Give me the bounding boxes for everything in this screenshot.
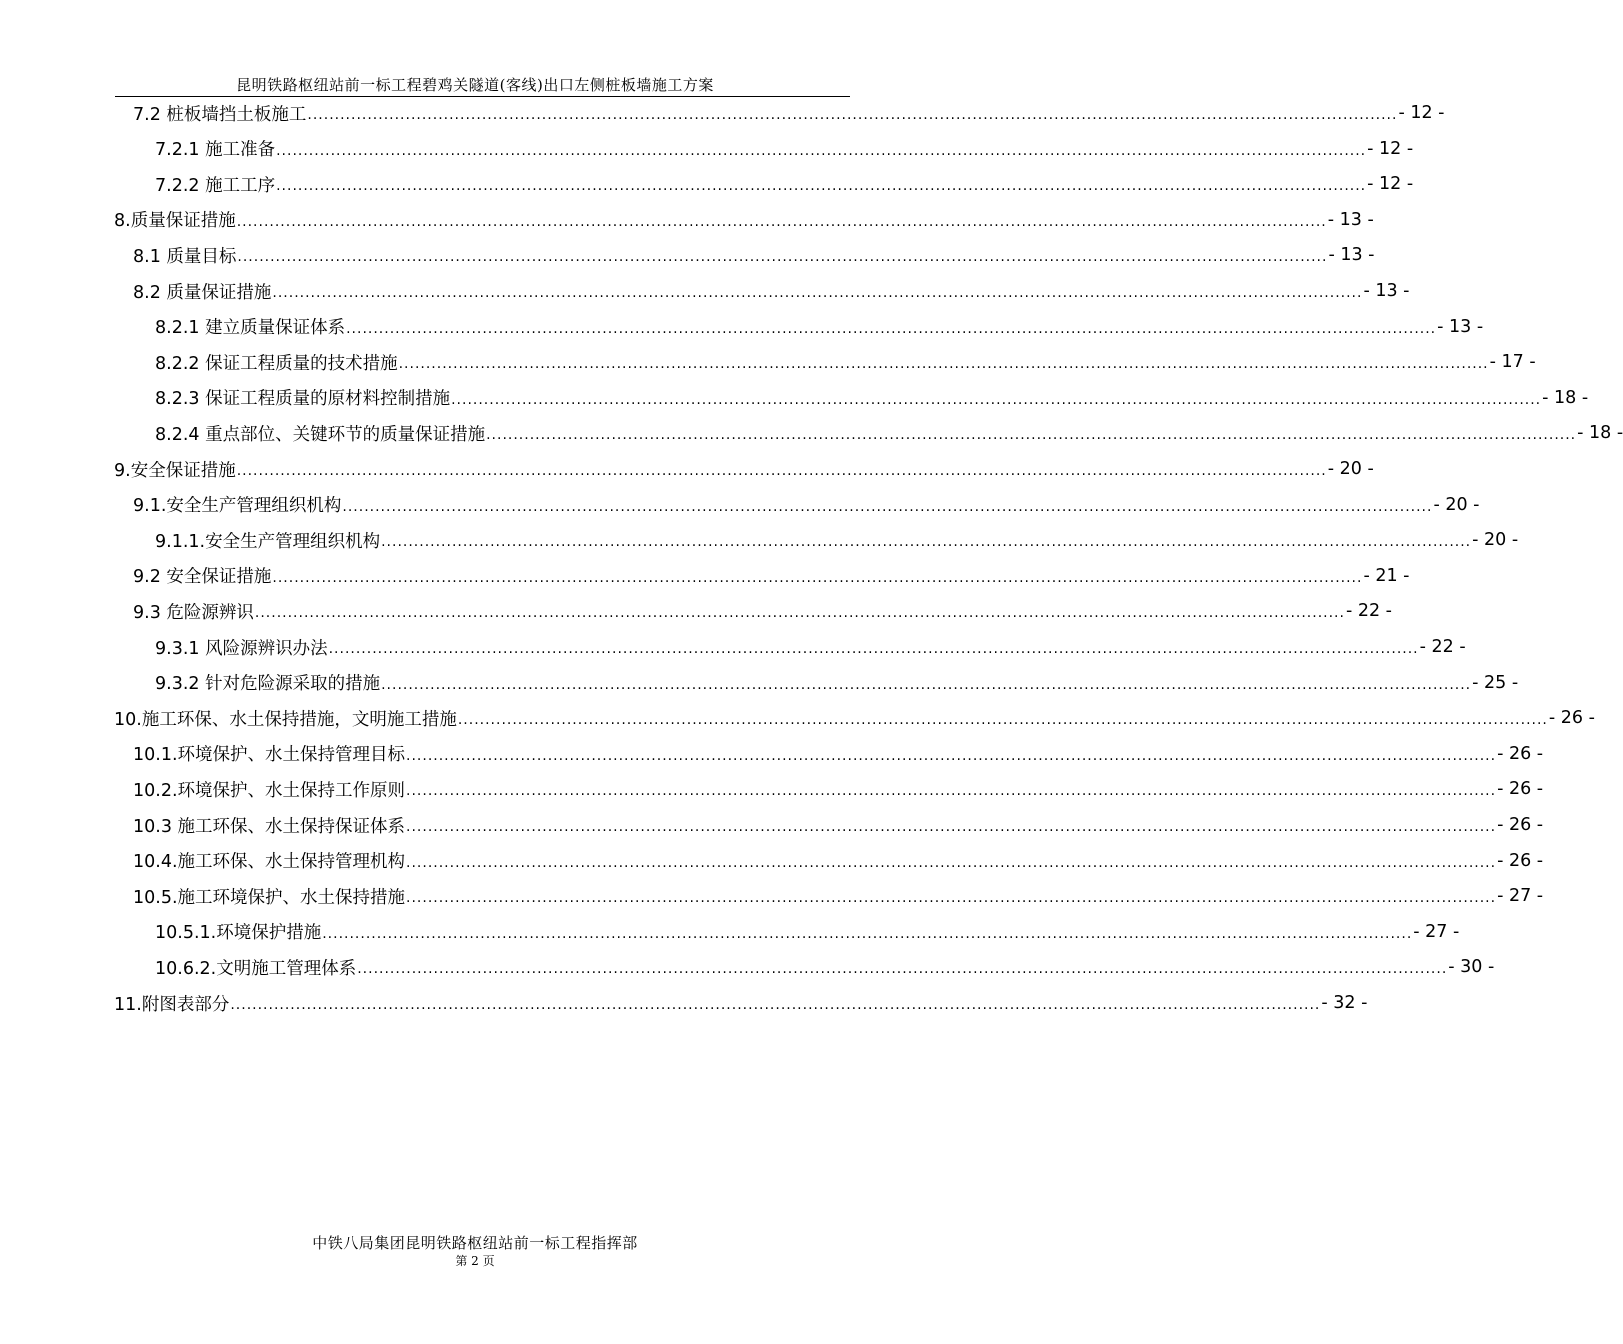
toc-entry-page: - 26 -: [1497, 779, 1544, 800]
toc-entry-label: 8.2 质量保证措施: [133, 282, 272, 303]
toc-entry-page: - 22 -: [1345, 601, 1392, 622]
toc-entry-label: 10.2.环境保护、水土保持工作原则: [133, 780, 406, 801]
toc-entry-label: 9.3 危险源辨识: [133, 602, 254, 623]
toc-entry[interactable]: [155, 345, 1536, 379]
toc-dot-leader: ........................................................................................................................................................................................................: [406, 819, 1497, 835]
toc-entry[interactable]: [133, 488, 1480, 522]
toc-entry-page: - 25 -: [1472, 672, 1519, 693]
toc-entry[interactable]: [133, 238, 1375, 272]
toc-entry-page: - 26 -: [1497, 743, 1544, 764]
toc-entry-page: - 12 -: [1367, 138, 1414, 159]
toc-entry[interactable]: [133, 559, 1410, 593]
toc-entry-label: 10.施工环保、水土保持措施，文明施工措施: [114, 709, 457, 730]
toc-dot-leader: ........................................................................................................................................................................................................: [357, 961, 1448, 978]
toc-dot-leader: ........................................................................................................................................................................................................: [346, 320, 1437, 337]
toc-entry[interactable]: [133, 879, 1544, 913]
toc-dot-leader: ........................................................................................................................................................................................................: [254, 605, 1345, 622]
toc-entry[interactable]: [114, 452, 1374, 486]
toc-dot-leader: ........................................................................................................................................................................................................: [236, 463, 1327, 479]
toc-entry[interactable]: [133, 737, 1544, 771]
toc-entry[interactable]: [114, 986, 1368, 1020]
toc-entry-page: - 30 -: [1448, 957, 1495, 978]
toc-entry-label: 9.1.1.安全生产管理组织机构: [155, 531, 381, 552]
toc-entry[interactable]: [133, 772, 1544, 806]
toc-dot-leader: ........................................................................................................................................................................................................: [398, 356, 1489, 373]
toc-entry-label: 10.3 施工环保、水土保持保证体系: [133, 816, 406, 837]
toc-entry-label: 10.5.1.环境保护措施: [155, 923, 322, 944]
toc-entry-page: - 22 -: [1419, 637, 1466, 657]
toc-entry-page: - 17 -: [1489, 352, 1536, 373]
toc-entry-page: - 18 -: [1577, 423, 1623, 444]
running-header: 昆明铁路枢纽站前一标工程碧鸡关隧道(客线)出口左侧桩板墙施工方案: [236, 76, 714, 94]
toc-entry-label: 7.2 桩板墙挡土板施工: [133, 104, 307, 125]
toc-entry[interactable]: [155, 381, 1589, 415]
toc-entry-page: - 12 -: [1398, 103, 1445, 123]
toc-entry-label: 8.质量保证措施: [114, 211, 236, 232]
toc-dot-leader: ........................................................................................................................................................................................................: [381, 534, 1472, 551]
toc-entry[interactable]: [155, 666, 1519, 700]
footer-organization: 中铁八局集团昆明铁路枢纽站前一标工程指挥部: [312, 1234, 638, 1252]
footer-page-number: 第 2 页: [455, 1254, 495, 1268]
toc-entry-page: - 27 -: [1497, 886, 1544, 907]
toc-entry[interactable]: [114, 203, 1374, 237]
toc-entry-label: 8.1 质量目标: [133, 246, 237, 267]
toc-entry-label: 9.安全保证措施: [114, 460, 236, 481]
toc-entry-label: 9.3.2 针对危险源采取的措施: [155, 674, 381, 695]
toc-entry-label: 10.5.施工环境保护、水土保持措施: [133, 887, 406, 908]
toc-dot-leader: ........................................................................................................................................................................................................: [322, 925, 1413, 942]
toc-entry-page: - 13 -: [1327, 209, 1374, 230]
toc-dot-leader: ........................................................................................................................................................................................................: [237, 249, 1328, 266]
toc-entry-page: - 21 -: [1363, 565, 1410, 586]
toc-entry[interactable]: [155, 167, 1414, 201]
toc-entry-label: 7.2.1 施工准备: [155, 140, 276, 161]
toc-entry-page: - 13 -: [1437, 316, 1484, 337]
toc-dot-leader: ........................................................................................................................................................................................................: [406, 783, 1497, 800]
toc-dot-leader: ........................................................................................................................................................................................................: [328, 641, 1419, 657]
toc-dot-leader: ........................................................................................................................................................................................................: [381, 676, 1472, 693]
toc-dot-leader: ........................................................................................................................................................................................................: [276, 178, 1367, 195]
toc-entry-page: - 13 -: [1328, 245, 1375, 266]
toc-entry-label: 11.附图表部分: [114, 994, 230, 1015]
toc-entry-label: 9.1.安全生产管理组织机构: [133, 496, 342, 517]
toc-entry[interactable]: [155, 132, 1414, 166]
toc-entry-page: - 12 -: [1367, 174, 1414, 195]
toc-entry-label: 10.1.环境保护、水土保持管理目标: [133, 745, 406, 766]
toc-entry[interactable]: [155, 950, 1495, 984]
toc-entry-page: - 27 -: [1413, 921, 1460, 942]
toc-entry[interactable]: [155, 915, 1460, 949]
toc-entry-page: - 20 -: [1472, 530, 1519, 551]
toc-entry-page: - 18 -: [1542, 387, 1589, 408]
toc-dot-leader: ........................................................................................................................................................................................................: [406, 854, 1497, 871]
toc-entry-label: 10.6.2.文明施工管理体系: [155, 958, 357, 979]
toc-dot-leader: ........................................................................................................................................................................................................: [307, 107, 1398, 123]
toc-dot-leader: ........................................................................................................................................................................................................: [486, 427, 1577, 444]
toc-entry-label: 7.2.2 施工工序: [155, 175, 276, 196]
toc-entry[interactable]: [133, 808, 1544, 842]
toc-entry[interactable]: [114, 701, 1595, 735]
toc-dot-leader: ........................................................................................................................................................................................................: [272, 569, 1363, 586]
toc-entry-page: - 20 -: [1433, 494, 1480, 515]
toc-entry-label: 8.2.3 保证工程质量的原材料控制措施: [155, 389, 451, 410]
toc-entry-page: - 26 -: [1497, 850, 1544, 871]
toc-dot-leader: ........................................................................................................................................................................................................: [342, 498, 1433, 515]
toc-entry-label: 9.2 安全保证措施: [133, 567, 272, 588]
toc-entry[interactable]: [155, 310, 1484, 344]
toc-entry-page: - 32 -: [1321, 993, 1368, 1013]
toc-entry-page: - 20 -: [1327, 459, 1374, 479]
toc-entry-label: 8.2.2 保证工程质量的技术措施: [155, 353, 398, 374]
toc-dot-leader: ........................................................................................................................................................................................................: [451, 391, 1542, 408]
toc-entry[interactable]: [155, 416, 1623, 450]
toc-entry-label: 10.4.施工环保、水土保持管理机构: [133, 852, 406, 873]
toc-entry[interactable]: [155, 523, 1519, 557]
toc-dot-leader: ........................................................................................................................................................................................................: [276, 142, 1367, 159]
toc-entry[interactable]: [133, 844, 1544, 878]
toc-entry-page: - 26 -: [1497, 815, 1544, 835]
toc-dot-leader: ........................................................................................................................................................................................................: [230, 997, 1321, 1013]
toc-dot-leader: ........................................................................................................................................................................................................: [236, 213, 1327, 230]
toc-dot-leader: ........................................................................................................................................................................................................: [406, 890, 1497, 907]
toc-entry-page: - 13 -: [1363, 281, 1410, 301]
toc-dot-leader: ........................................................................................................................................................................................................: [457, 712, 1548, 729]
toc-entry[interactable]: [133, 594, 1392, 628]
toc-entry[interactable]: [133, 274, 1410, 308]
toc-dot-leader: ........................................................................................................................................................................................................: [272, 285, 1363, 301]
toc-entry-label: 9.3.1 风险源辨识办法: [155, 638, 328, 659]
toc-entry[interactable]: [155, 630, 1466, 664]
toc-entry-label: 8.2.4 重点部位、关键环节的质量保证措施: [155, 424, 486, 445]
toc-entry-page: - 26 -: [1548, 708, 1595, 729]
toc-entry-label: 8.2.1 建立质量保证体系: [155, 318, 346, 339]
toc-dot-leader: ........................................................................................................................................................................................................: [406, 747, 1497, 764]
toc-entry[interactable]: [133, 96, 1445, 130]
